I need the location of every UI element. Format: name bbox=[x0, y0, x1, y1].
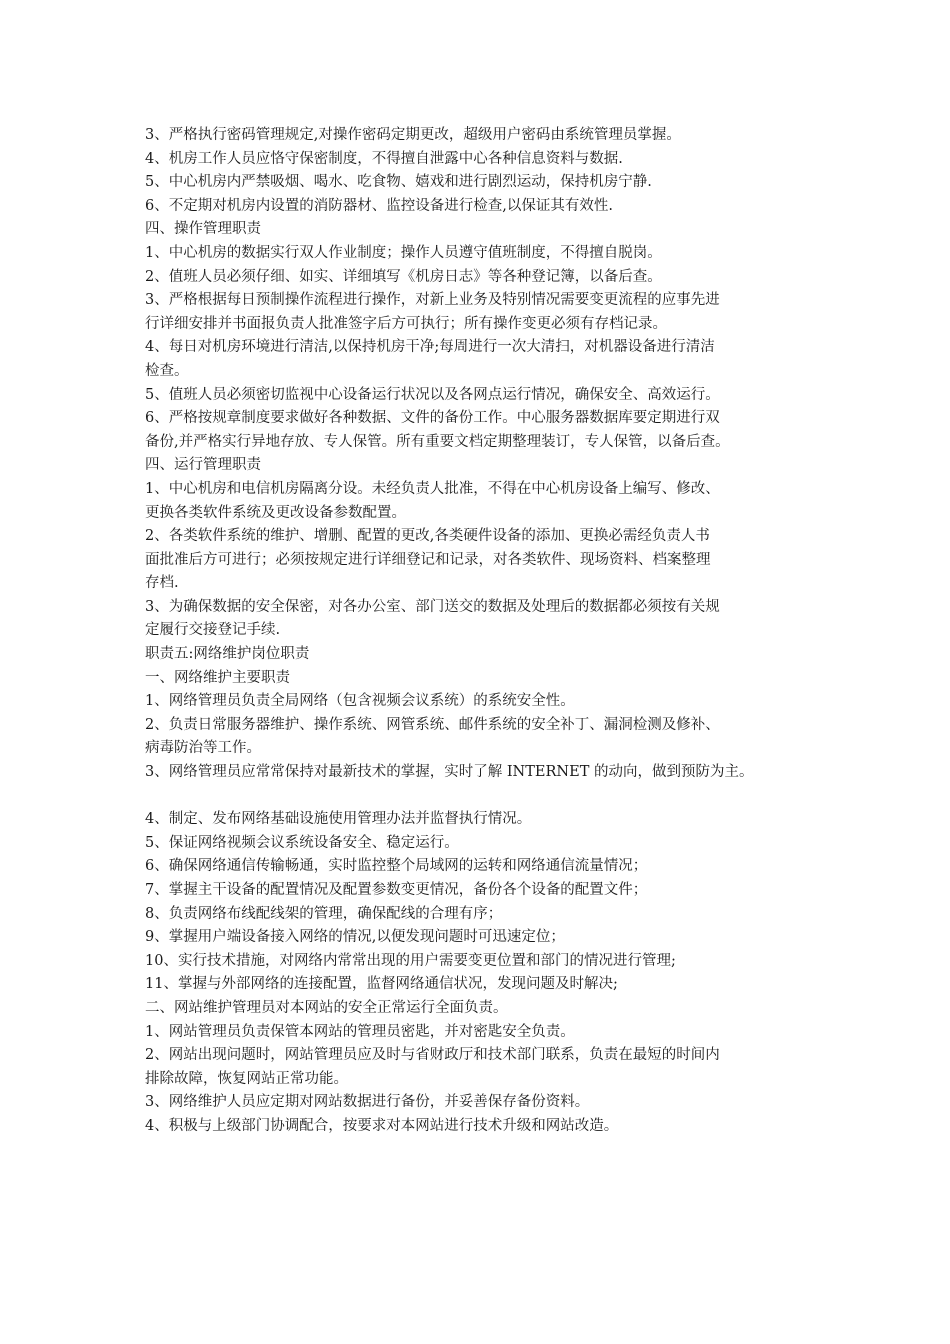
text-line: 一、网络维护主要职责 bbox=[145, 669, 290, 686]
text-line: 6、确保网络通信传输畅通，实时监控整个局域网的运转和网络通信流量情况； bbox=[145, 858, 648, 875]
text-line: 面批准后方可进行；必须按规定进行详细登记和记录，对各类软件、现场资料、档案整理 bbox=[145, 551, 711, 568]
text-line: 定履行交接登记手续. bbox=[145, 622, 281, 639]
text-line: 3、网络维护人员应定期对网站数据进行备份，并妥善保存备份资料。 bbox=[145, 1094, 590, 1111]
text-line: 二、网站维护管理员对本网站的安全正常运行全面负责。 bbox=[145, 999, 508, 1016]
text-line: 10、实行技术措施，对网络内常常出现的用户需要变更位置和部门的情况进行管理; bbox=[145, 952, 676, 969]
text-line: 1、网站管理员负责保管本网站的管理员密匙，并对密匙安全负责。 bbox=[145, 1023, 575, 1040]
text-line: 行详细安排并书面报负责人批准签字后方可执行；所有操作变更必须有存档记录。 bbox=[145, 315, 667, 332]
text-line: 4、制定、发布网络基础设施使用管理办法并监督执行情况。 bbox=[145, 811, 532, 828]
text-line: 9、掌握用户端设备接入网络的情况,以便发现问题时可迅速定位； bbox=[145, 929, 565, 946]
document-body bbox=[145, 124, 825, 1139]
text-line: 病毒防治等工作。 bbox=[145, 740, 261, 757]
text-line: 检查。 bbox=[145, 362, 189, 379]
text-line: 存档. bbox=[145, 575, 179, 592]
text-line: 3、为确保数据的安全保密，对各办公室、部门送交的数据及处理后的数据都必须按有关规 bbox=[145, 598, 720, 615]
text-line: 6、严格按规章制度要求做好各种数据、文件的备份工作。中心服务器数据库要定期进行双 bbox=[145, 410, 720, 427]
text-line: 4、机房工作人员应恪守保密制度，不得擅自泄露中心各种信息资料与数据. bbox=[145, 150, 623, 167]
text-line: 6、不定期对机房内设置的消防器材、监控设备进行检查,以保证其有效性. bbox=[145, 197, 613, 214]
text-line: 2、负责日常服务器维护、操作系统、网管系统、邮件系统的安全补丁、漏洞检测及修补、 bbox=[145, 716, 720, 733]
text-line: 11、掌握与外部网络的连接配置，监督网络通信状况，发现问题及时解决; bbox=[145, 976, 618, 993]
text-line: 四、运行管理职责 bbox=[145, 457, 261, 474]
text-line: 2、网站出现问题时，网站管理员应及时与省财政厅和技术部门联系，负责在最短的时间内 bbox=[145, 1047, 720, 1064]
text-line: 职责五:网络维护岗位职责 bbox=[145, 646, 310, 663]
text-line: 排除故障，恢复网站正常功能。 bbox=[145, 1070, 348, 1087]
text-line: 1、网络管理员负责全局网络（包含视频会议系统）的系统安全性。 bbox=[145, 693, 575, 710]
text-line: 7、掌握主干设备的配置情况及配置参数变更情况，备份各个设备的配置文件； bbox=[145, 882, 648, 898]
text-line: 5、保证网络视频会议系统设备安全、稳定运行。 bbox=[145, 834, 459, 851]
text-line: 3、严格根据每日预制操作流程进行操作，对新上业务及特别情况需要变更流程的应事先进 bbox=[145, 292, 720, 309]
text-line: 1、中心机房的数据实行双人作业制度；操作人员遵守值班制度，不得擅自脱岗。 bbox=[145, 244, 662, 261]
text-line: 4、每日对机房环境进行清洁,以保持机房干净;每周进行一次大清扫，对机器设备进行清洁 bbox=[145, 339, 715, 356]
text-line: 5、值班人员必须密切监视中心设备运行状况以及各网点运行情况，确保安全、高效运行。 bbox=[145, 386, 720, 403]
text-line: 2、值班人员必须仔细、如实、详细填写《机房日志》等各种登记簿，以备后查。 bbox=[145, 268, 662, 285]
text-line: 3、网络管理员应常常保持对最新技术的掌握，实时了解 INTERNET 的动向，做到预防为主。 bbox=[145, 764, 754, 781]
text-line: 备份,并严格实行异地存放、专人保管。所有重要文档定期整理装订，专人保管，以备后查。 bbox=[145, 433, 730, 450]
text-line: 4、积极与上级部门协调配合，按要求对本网站进行技术升级和网站改造。 bbox=[145, 1117, 619, 1134]
text-line: 2、各类软件系统的维护、增删、配置的更改,各类硬件设备的添加、更换必需经负责人书 bbox=[145, 528, 710, 545]
text-line: 四、操作管理职责 bbox=[145, 221, 261, 238]
text-line: 3、严格执行密码管理规定,对操作密码定期更改，超级用户密码由系统管理员掌握。 bbox=[145, 127, 681, 143]
blank-line bbox=[145, 785, 825, 809]
text-line: 1、中心机房和电信机房隔离分设。未经负责人批准，不得在中心机房设备上编写、修改、 bbox=[145, 480, 720, 497]
text-line: 更换各类软件系统及更改设备参数配置。 bbox=[145, 504, 406, 521]
text-line: 5、中心机房内严禁吸烟、喝水、吃食物、嬉戏和进行剧烈运动，保持机房宁静. bbox=[145, 174, 652, 191]
text-line: 8、负责网络布线配线架的管理，确保配线的合理有序； bbox=[145, 905, 503, 922]
